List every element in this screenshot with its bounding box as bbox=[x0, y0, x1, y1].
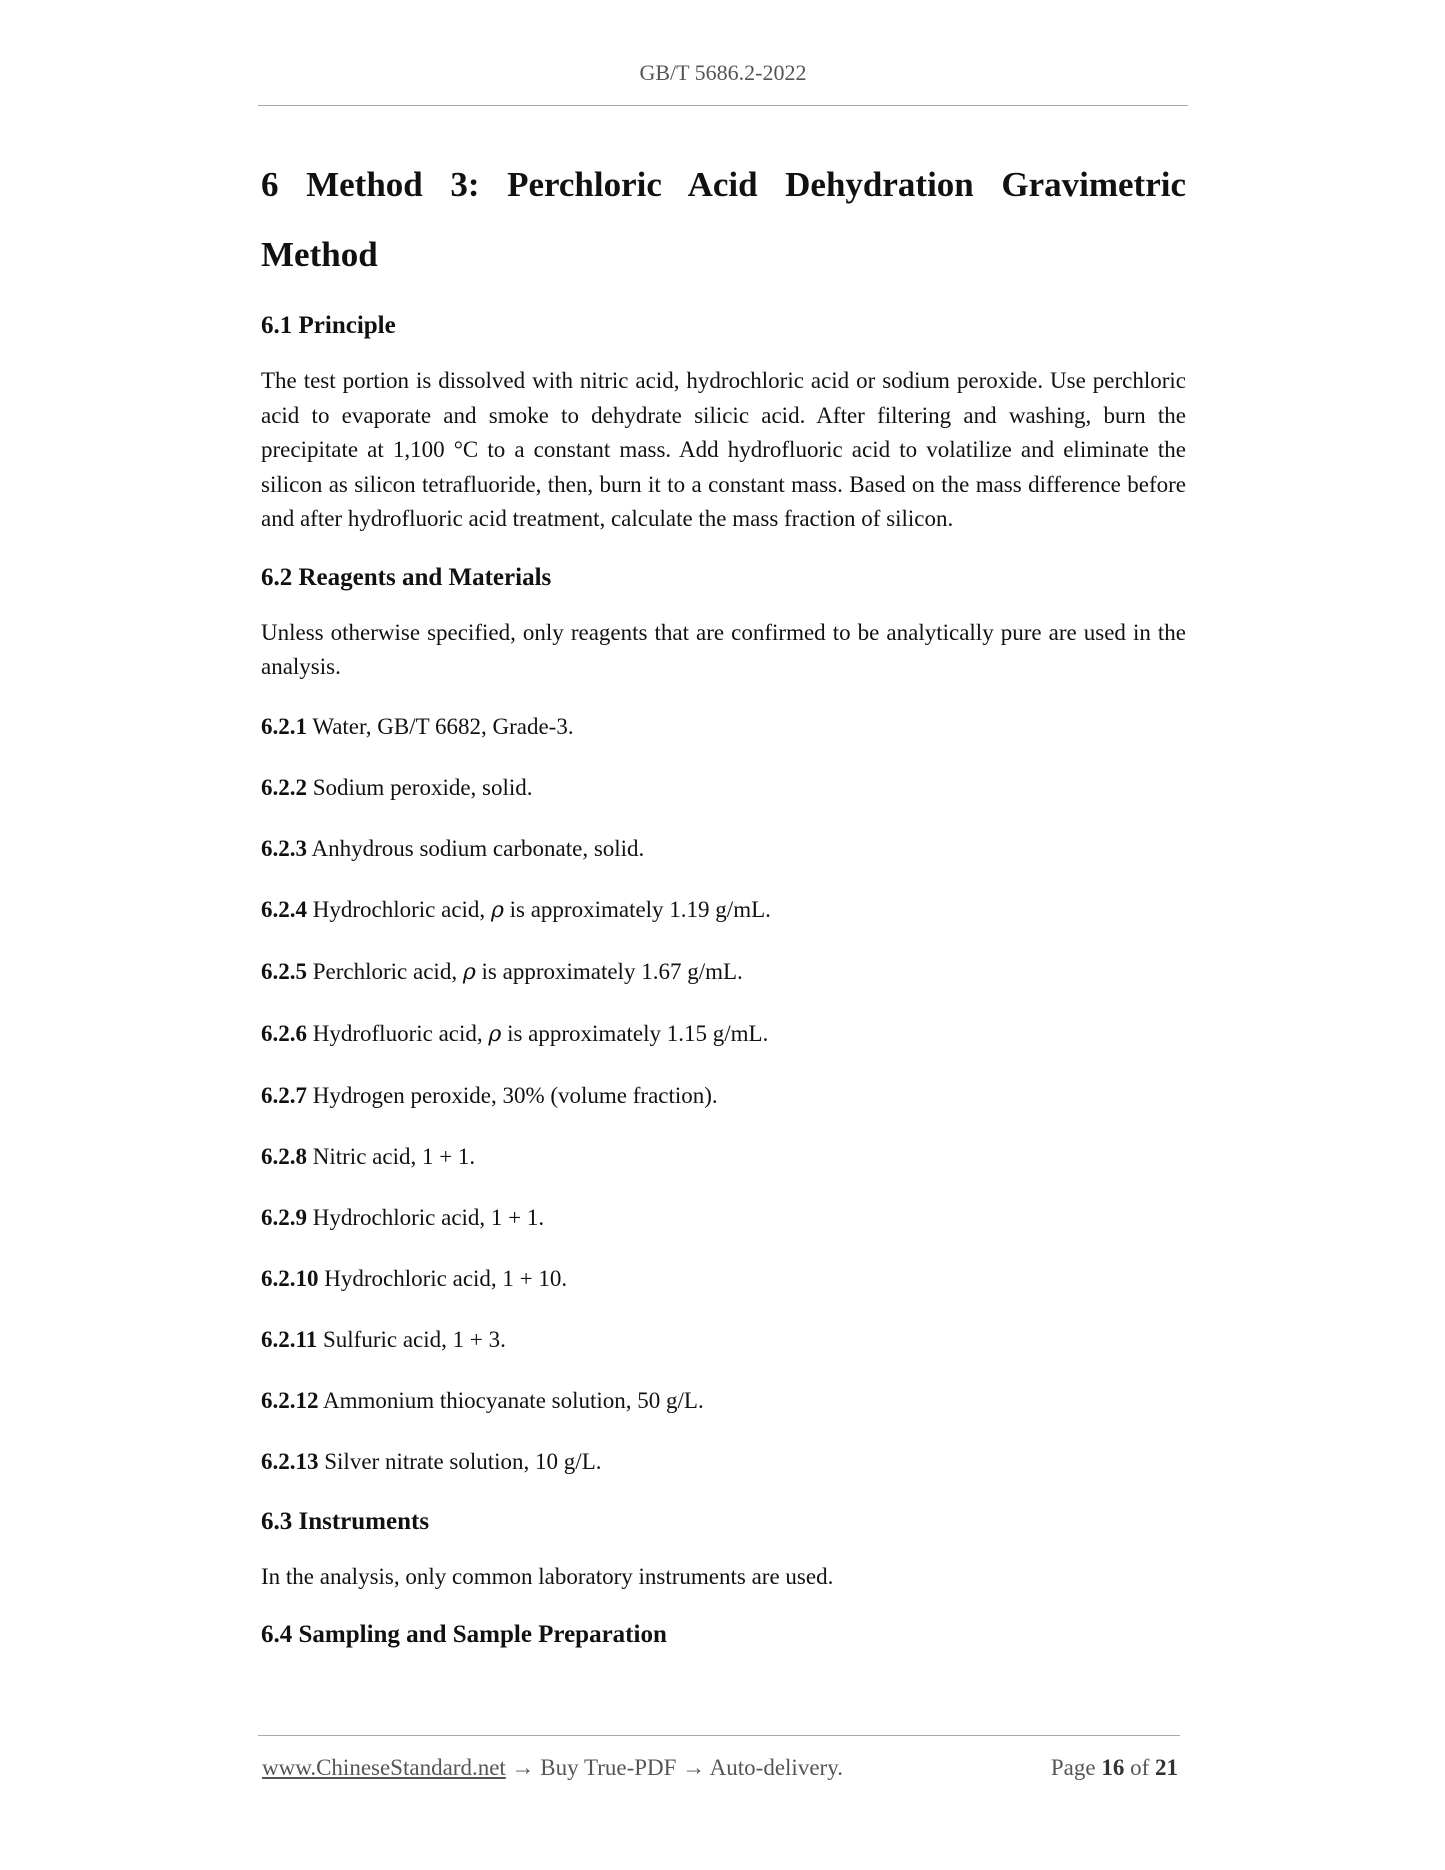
page-current: 16 bbox=[1101, 1755, 1125, 1780]
page-label: Page bbox=[1050, 1755, 1096, 1780]
reagent-number: 6.2.7 bbox=[261, 1082, 307, 1108]
reagent-text: Ammonium thiocyanate solution, 50 g/L. bbox=[322, 1387, 704, 1413]
reagent-item bbox=[261, 1017, 1186, 1052]
reagents-intro: Unless otherwise specified, only reagents that are confirmed to be analytically pure are used in the analysis. bbox=[261, 619, 1186, 679]
sampling-heading: 6.4 Sampling and Sample Preparation bbox=[261, 1621, 667, 1648]
website-link[interactable]: www.ChineseStandard.net bbox=[262, 1755, 506, 1780]
reagent-text-pre: Perchloric acid, bbox=[312, 958, 458, 984]
section-title: 6 Method 3: Perchloric Acid Dehydration Gravimetric Method bbox=[261, 165, 1186, 274]
principle-text: The test portion is dissolved with nitric acid, hydrochloric acid or sodium peroxide. Use perchloric acid to evaporate and smoke to dehydrate silicic acid. After filtering and washing, burn the precipitate at 1,100 °C to a constant mass. Add hydrofluoric acid to volatilize and eliminate the silicon as silicon tetrafluoride, then, burn it to a constant mass. Based on the mass difference before and after hydrofluoric acid treatment, calculate the mass fraction of silicon. bbox=[261, 368, 1186, 531]
page-indicator bbox=[1051, 1755, 1178, 1781]
reagent-text: Anhydrous sodium carbonate, solid. bbox=[311, 835, 645, 861]
reagent-text: Sulfuric acid, 1 + 3. bbox=[322, 1326, 506, 1352]
reagent-item bbox=[261, 893, 1186, 928]
reagent-item bbox=[261, 710, 1186, 744]
reagent-number: 6.2.5 bbox=[261, 958, 307, 984]
reagent-text-pre: Hydrochloric acid, bbox=[312, 896, 486, 922]
header-divider bbox=[258, 105, 1188, 106]
reagent-item bbox=[261, 832, 1186, 866]
reagent-number: 6.2.1 bbox=[261, 713, 307, 739]
reagent-text: Hydrogen peroxide, 30% (volume fraction). bbox=[312, 1082, 718, 1108]
reagent-item bbox=[261, 1262, 1186, 1296]
reagent-number: 6.2.13 bbox=[261, 1448, 319, 1474]
instruments-text: In the analysis, only common laboratory instruments are used. bbox=[261, 1563, 834, 1589]
reagent-number: 6.2.10 bbox=[261, 1265, 319, 1291]
document-body bbox=[261, 150, 1186, 1673]
footer-divider bbox=[258, 1735, 1180, 1736]
reagent-item bbox=[261, 1384, 1186, 1418]
buy-pdf-text: Buy True-PDF bbox=[540, 1755, 677, 1780]
reagent-item bbox=[261, 1140, 1186, 1174]
reagent-text: Hydrochloric acid, 1 + 1. bbox=[312, 1204, 545, 1230]
reagent-number: 6.2.11 bbox=[261, 1326, 318, 1352]
reagent-number: 6.2.6 bbox=[261, 1020, 307, 1046]
reagent-item bbox=[261, 955, 1186, 990]
arrow-right-icon: → bbox=[511, 1755, 535, 1780]
page-of-label: of bbox=[1130, 1755, 1150, 1780]
reagent-item bbox=[261, 771, 1186, 805]
reagent-number: 6.2.4 bbox=[261, 896, 307, 922]
reagent-number: 6.2.3 bbox=[261, 835, 307, 861]
reagent-text-post: is approximately 1.15 g/mL. bbox=[507, 1020, 769, 1046]
reagent-text: Sodium peroxide, solid. bbox=[312, 774, 533, 800]
reagent-item bbox=[261, 1201, 1186, 1235]
reagent-text: Silver nitrate solution, 10 g/L. bbox=[324, 1448, 602, 1474]
reagent-text: Water, GB/T 6682, Grade-3. bbox=[312, 713, 574, 739]
reagent-number: 6.2.8 bbox=[261, 1143, 307, 1169]
footer-promo bbox=[262, 1755, 843, 1781]
auto-delivery-text: Auto-delivery. bbox=[709, 1755, 843, 1780]
principle-heading: 6.1 Principle bbox=[261, 312, 396, 339]
density-symbol: ρ bbox=[490, 897, 504, 923]
reagent-item bbox=[261, 1079, 1186, 1113]
reagent-item bbox=[261, 1445, 1186, 1479]
reagent-text-post: is approximately 1.67 g/mL. bbox=[481, 958, 743, 984]
density-symbol: ρ bbox=[488, 1021, 502, 1047]
reagents-heading: 6.2 Reagents and Materials bbox=[261, 563, 552, 591]
header-standard-code: GB/T 5686.2-2022 bbox=[639, 60, 807, 85]
reagent-text: Nitric acid, 1 + 1. bbox=[312, 1143, 476, 1169]
arrow-right-icon: → bbox=[682, 1755, 706, 1780]
page-total: 21 bbox=[1155, 1755, 1178, 1780]
reagent-number: 6.2.9 bbox=[261, 1204, 307, 1230]
reagent-text-pre: Hydrofluoric acid, bbox=[312, 1020, 483, 1046]
density-symbol: ρ bbox=[462, 959, 476, 985]
reagent-number: 6.2.2 bbox=[261, 774, 307, 800]
reagent-number: 6.2.12 bbox=[261, 1387, 319, 1413]
reagent-text-post: is approximately 1.19 g/mL. bbox=[509, 896, 771, 922]
reagent-text: Hydrochloric acid, 1 + 10. bbox=[324, 1265, 568, 1291]
instruments-heading: 6.3 Instruments bbox=[261, 1507, 430, 1535]
reagent-item bbox=[261, 1323, 1186, 1357]
